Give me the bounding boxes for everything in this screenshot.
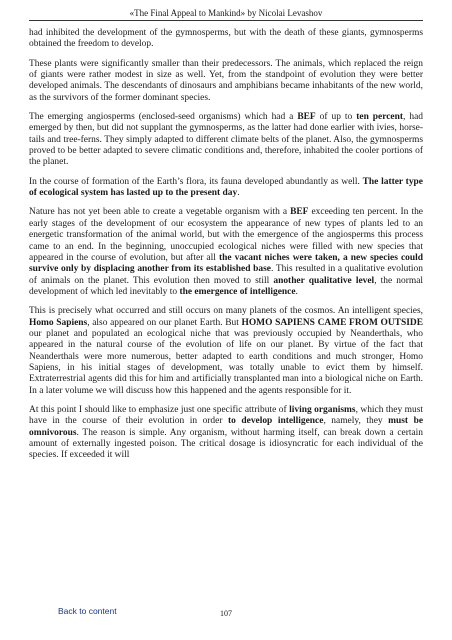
- text-run: , which they must have in the course of their evolution in order: [29, 404, 423, 427]
- text-run: . The reason is simple. Any organism, without harming itself, can break down a certain amount of externally ingested poison. The critical dosage is idiosyncratic for each individual of the species. If exceeded it will: [29, 427, 423, 461]
- text-run: , also appeared on our planet Earth. But: [87, 317, 242, 328]
- paragraph: [29, 306, 423, 397]
- bold-text: BEF: [297, 112, 316, 123]
- bold-text: to develop intelligence: [228, 416, 324, 427]
- bold-text: BEF: [290, 207, 309, 218]
- bold-text: the emergence of intelligence: [179, 286, 296, 297]
- back-to-content-link[interactable]: Back to content: [58, 606, 117, 616]
- bold-text: must be omnivorous: [29, 416, 424, 438]
- bold-text: The latter type of ecological system has lasted up to the present day: [29, 176, 423, 199]
- text-run: These plants were significantly smaller than their predecessors. The animals, which replaced the reign of giants were rather modest in size as well. Yet, from the standpoint of evolution they were better developed animals. The descendants of dinosaurs and amphibians became inhabitants of the new world, as the survivors of the former dominant species.: [29, 58, 423, 103]
- text-run: In the course of formation of the Earth’s flora, its fauna developed abundantly as well.: [29, 176, 363, 187]
- bold-text: ten percent: [356, 112, 404, 123]
- text-run: , namely, they: [323, 416, 389, 427]
- text-run: , the normal development of which led inevitably to: [29, 275, 424, 297]
- text-run: This is precisely what occurred and still occurs on many planets of the cosmos. An intelligent species,: [29, 306, 423, 317]
- header-rule: [29, 20, 423, 21]
- paragraph: [29, 59, 423, 104]
- bold-text: another qualitative level: [273, 275, 375, 286]
- text-run: The emerging angiosperms (enclosed-seed organisms) which had a: [29, 112, 298, 123]
- text-run: At this point I should like to emphasize just one specific attribute of: [29, 404, 290, 415]
- paragraph: [29, 112, 423, 169]
- text-run: our planet and populated an ecological niche that was previously occupied by Neanderthals, who appeared in the natural course of the evolution of life on our planet. By virtue of the fact that Neanderthals were more numerous, better adapted to earth conditions and much stronger, Homo Sapiens, in his initial stages of development, was totally unable to evict them by himself. Extraterrestrial agents did this for him and artificially transplanted man into a biological niche on Earth. In a later volume we will discuss how this happened and the agents responsible for it.: [29, 328, 423, 396]
- text-run: . This resulted in a qualitative evolution of animals on the planet. This evolution then moved to still: [29, 264, 423, 286]
- body-text: [29, 28, 423, 470]
- paragraph: [29, 28, 423, 51]
- text-run: .: [237, 188, 240, 199]
- text-run: of up to: [315, 112, 357, 123]
- page-number: 107: [220, 609, 232, 618]
- paragraph: [29, 207, 423, 298]
- text-run: .: [295, 286, 298, 297]
- running-header: «The Final Appeal to Mankind» by Nicolai Levashov: [129, 8, 323, 18]
- text-run: Nature has not yet been able to create a vegetable organism with a: [29, 207, 291, 218]
- paragraph: [29, 405, 423, 462]
- bold-text: HOMO SAPIENS CAME FROM OUTSIDE: [241, 317, 424, 328]
- bold-text: the vacant niches were taken, a new species could survive only by displacing another from its established base: [29, 252, 424, 275]
- bold-text: living organisms: [289, 404, 356, 415]
- text-run: exceeding ten percent. In the early stages of the development of our ecosystem the appearance of new types of plants led to an energetic transformation of the animal world, but with the emergence of the angiosperms this process came to an end. In the beginning, unoccupied ecological niches were filled with new species that appeared in the course of evolution, but after all: [29, 207, 423, 263]
- text-run: , had emerged by then, but did not supplant the gymnosperms, as the latter had done earlier with ivies, horse-tails and tree-ferns. They simply adapted to different climate belts of the planet. Also, the gymnosperms proved to be better adapted to severe climatic conditions and, therefore, inhabited the cooler portions of the planet.: [29, 112, 423, 168]
- text-run: had inhibited the development of the gymnosperms, but with the death of these giants, gymnosperms obtained the freedom to develop.: [29, 28, 423, 50]
- paragraph: [29, 177, 423, 200]
- bold-text: Homo Sapiens: [29, 317, 88, 328]
